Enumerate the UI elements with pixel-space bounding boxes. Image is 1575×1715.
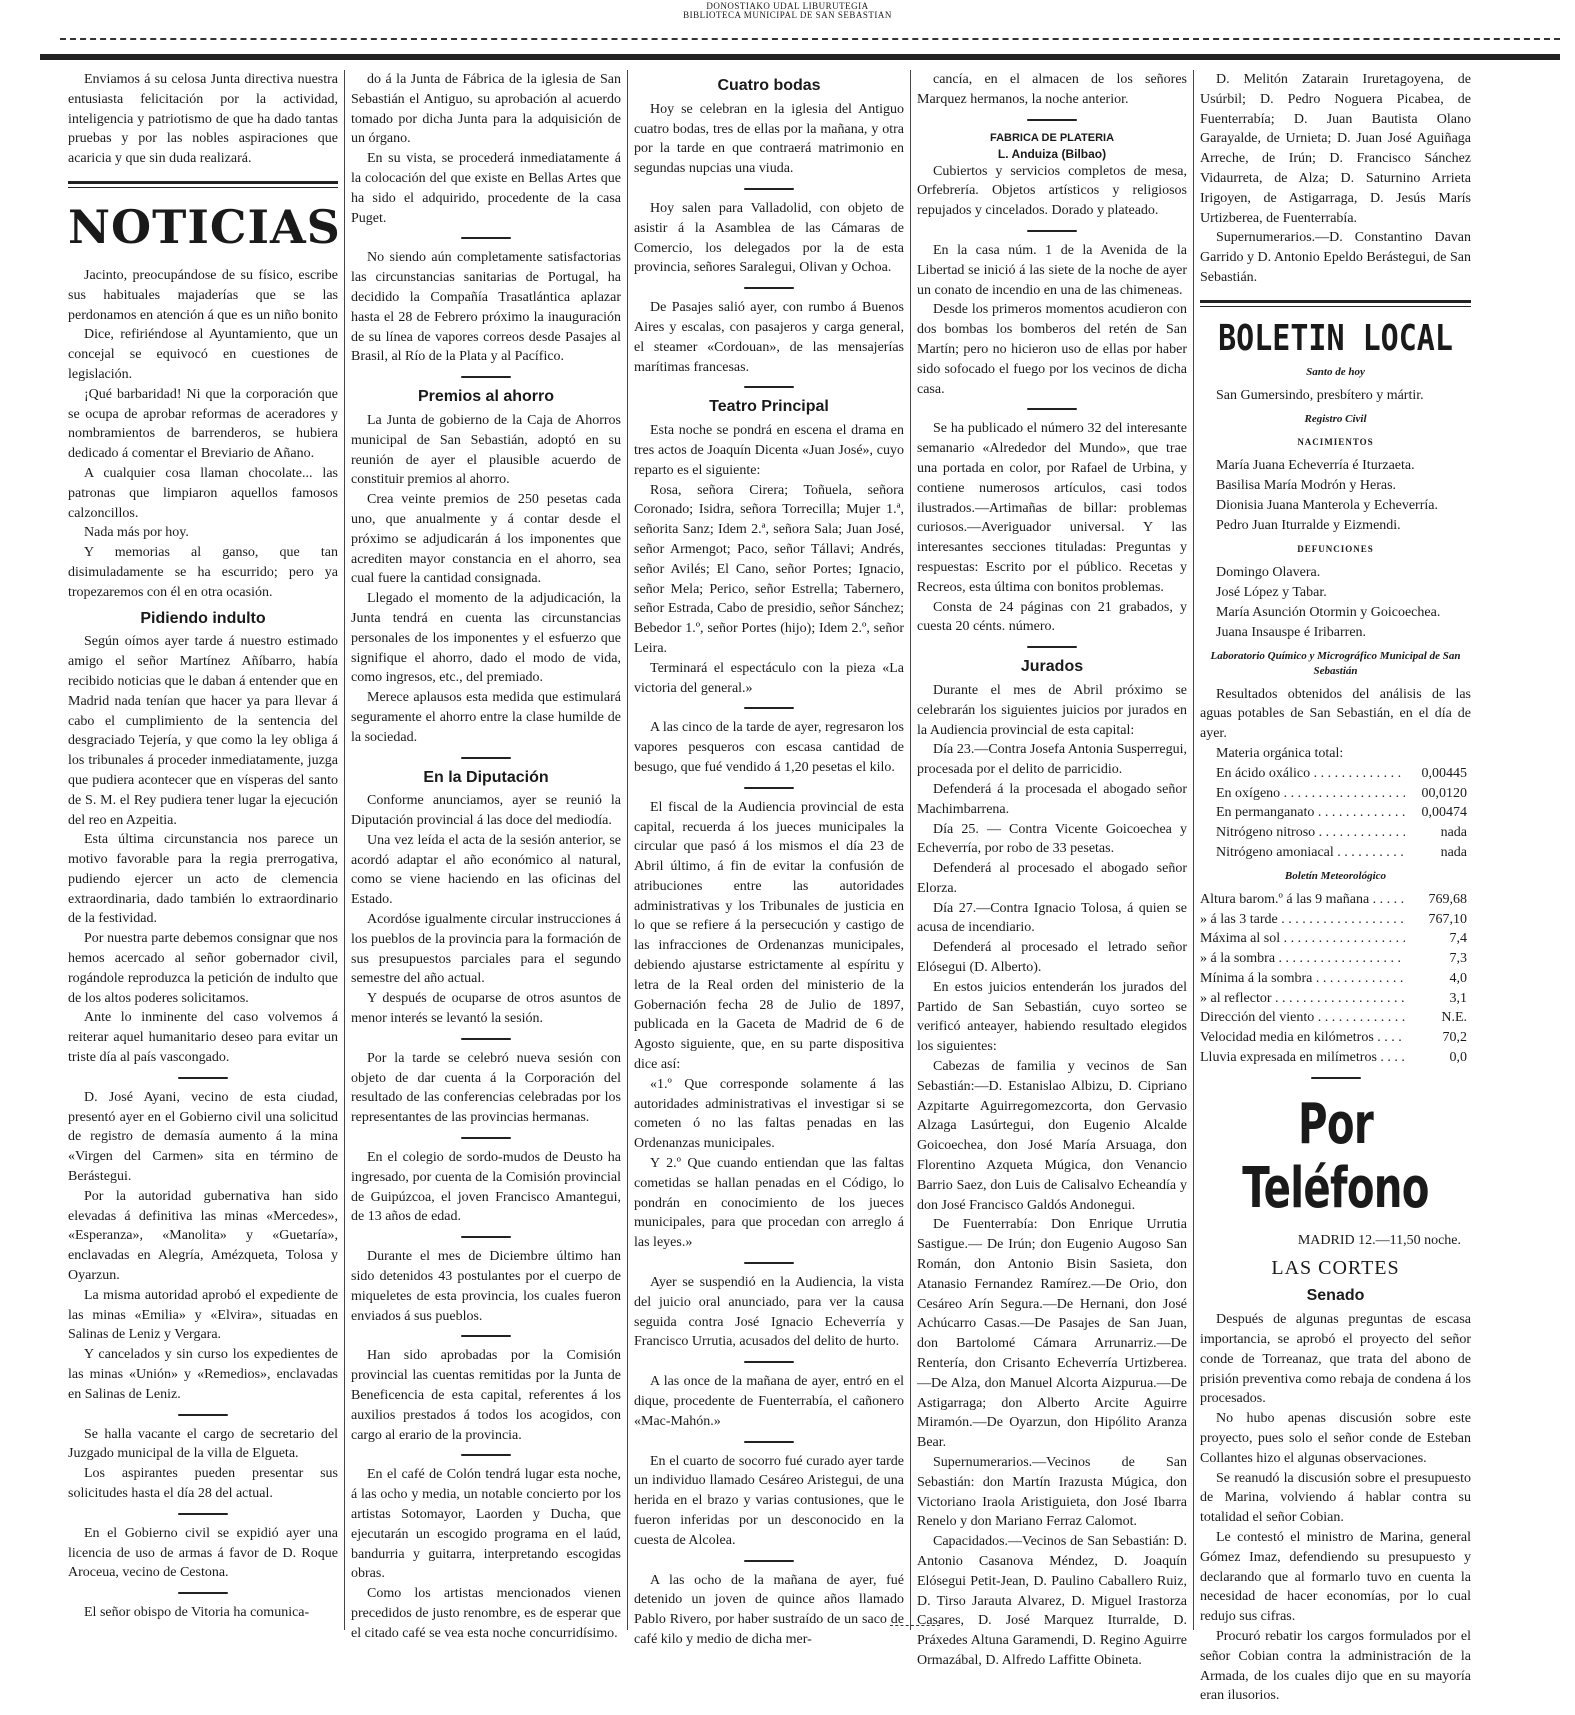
paragraph: «1.º Que corresponde solamente á las autoridades administrativas el investigar si se cometen ó no las faltas penadas en las Ordenanzas municipales. (634, 1076, 904, 1152)
paragraph: Día 23.—Contra Josefa Antonia Susperregui, procesada por el delito de parricidio. (917, 742, 1187, 778)
row-label: » á la sombra . . . (1200, 949, 1405, 969)
paragraph: ¡Qué barbaridad! Ni que la corporación que se ocupa de aprobar reformas de aceradores y nombramientos de barrenderos, se hubiera dedicado á comentar el Breviario de Añano. (68, 386, 338, 462)
paragraph: El fiscal de la Audiencia provincial de esta capital, recuerda á los jueces municipales la circular que pasó á los mismos el día 23 de Abril último, á fin de evitar la confusión de atribuciones entre las autoridades administrativas y los Tribunales de justicia en lo que se refiere á la persecución y castigo de las infracciones de Ordenanzas municipales, debiendo ajustarse estrictamente al espíritu y letra de la Real orden del ministerio de la Gobernación fecha 28 de Julio de 1897, publicada en la Gaceta de Madrid de 6 de Agosto siguiente, que, en su parte dispositiva dice así: (634, 799, 904, 1073)
paragraph: Y memorias al ganso, que tan disimuladamente se ha escurrido; pero ya tropezaremos con él en otra ocasión. (68, 545, 338, 600)
paragraph: De Fuenterrabía: Don Enrique Urrutia Sastigue.— De Irún; don Eugenio Augoso San Román, don Antonio Bisin Sasieta, don Atanasio Fernandez Ramírez.—De Orio, don Cesáreo Arín Segura.—De Hernani, don José Achúcarro Casas.—De Pasajes de San Juan, don Bartolomé Cámara Arrunarriz.—De Rentería, don Crisanto Echeverría Urtizberea.—De Alza, don Manuel Alcorta Aizpurua.—De Astigarraga; don Alberto Arcite Aguirre Miramón.—De Oyarzun, don Hipólito Aranza Bear. (917, 1217, 1187, 1451)
top-rule (40, 54, 1560, 60)
column-3 (628, 70, 911, 1647)
separator (744, 787, 794, 789)
data-row (1200, 969, 1471, 989)
paragraph: San Gumersindo, presbítero y mártir. (1216, 387, 1424, 403)
paragraph: Nada más por hoy. (84, 525, 189, 541)
paragraph: Rosa, señora Cirera; Toñuela, señora Coronado; Isidra, señora Torrecilla; Mujer 1.ª, señorita Sanz; Idem 2.ª, señora Sala; Juan José, señor Armengot; Paco, señor Tállavi; Andrés, señor Avilés; El Cano, señor Portes; Ignacio, señor Mela; Perico, señor Estrella; Tabernero, señor Estrada, Cabo de presidio, señor Sánchez; Bebedor 1.º, señor Portes (hijo); Idem 2.º, señor Leira. (634, 482, 904, 656)
row-label: Dirección del viento . . . (1200, 1008, 1405, 1028)
list-heading: NACIMIENTOS (1297, 436, 1374, 447)
subheading: Laboratorio Químico y Micrográfico Municipal de San Sebastián (1210, 649, 1461, 677)
row-value: 00,0120 (1421, 785, 1467, 801)
row-value: 0,00474 (1421, 805, 1467, 821)
paragraph: Esta noche se pondrá en escena el drama en tres actos de Joaquín Dicenta «Juan José», cuyo reparto es el siguiente: (634, 423, 904, 478)
paragraph: En su vista, se procederá inmediatamente á la colocación del que existe en Bellas Artes que ha sido el adquirido, procedente de la casa Puget. (351, 151, 621, 226)
row-label: En permanganato . . . (1216, 803, 1405, 823)
separator (178, 1077, 228, 1079)
paragraph: Esta última circunstancia nos parece un motivo favorable para la regia prerrogativa, pudiendo ejercer un acto de clemencia extraordinaria, dado también lo extraordinario de la festividad. (68, 832, 338, 927)
list-heading: DEFUNCIONES (1297, 543, 1374, 554)
list-item: Juana Insauspe é Iribarren. (1216, 624, 1367, 640)
paragraph: Día 25. — Contra Vicente Goicoechea y Echeverría, por robo de 33 pesetas. (917, 821, 1187, 857)
paragraph: Jacinto, preocupándose de su físico, escribe sus habituales majaderías que se las perdonamos en atención á que es un niño bonito (68, 267, 338, 323)
row-value: N.E. (1441, 1010, 1467, 1026)
paragraph: Por nuestra parte debemos consignar que nos hemos acercado al señor gobernador civil, rogándole reproduzca la petición de indulto que de los altos poderes solicitamos. (68, 931, 338, 1006)
paragraph: En el café de Colón tendrá lugar esta noche, á las ocho y media, un notable concierto por los artistas Sotomayor, Laorden y Ducha, que ejecutarán un escogido programa en el laúd, bandurria y guitarra, interpretando escogidas obras. (351, 1467, 621, 1582)
paragraph: Terminará el espectáculo con la pieza «La victoria del general.» (634, 660, 904, 696)
paragraph: No hubo apenas discusión sobre este proyecto, pues solo el señor conde de Esteban Collantes hizo el algunas observaciones. (1200, 1411, 1471, 1466)
data-row (1200, 843, 1471, 863)
data-row (1200, 949, 1471, 969)
paragraph: Como los artistas mencionados vienen precedidos de justo renombre, es de esperar que el citado café se vea esta noche concurridísimo. (351, 1586, 621, 1641)
paragraph: En el colegio de sordo-mudos de Deusto ha ingresado, por cuenta de la Comisión provincial de Guipúzcoa, el joven Francisco Amantegui, de 13 años de edad. (351, 1150, 621, 1225)
paragraph: Cubiertos y servicios completos de mesa, Orfebrería. Objetos artísticos y religiosos repujados y cincelados. Dorado y plateado. (917, 163, 1187, 219)
data-row (1200, 1008, 1471, 1028)
row-value: 7,4 (1449, 931, 1467, 947)
row-value: 767,10 (1428, 911, 1467, 927)
paragraph: Día 27.—Contra Ignacio Tolosa, á quien se acusa de incendiario. (917, 900, 1187, 936)
separator (744, 188, 794, 190)
paragraph: A cualquier cosa llaman chocolate... las patronas que limpiaron aquellos famosos calzoncillos. (68, 465, 338, 521)
paragraph: Y cancelados y sin curso los expedientes de las minas «Unión» y «Remedios», enclavadas en Salinas de Leniz. (68, 1347, 338, 1402)
column-1 (62, 70, 345, 1630)
row-label: Nitrógeno amoniacal . . . (1216, 843, 1405, 863)
row-label: Altura barom.º á las 9 mañana . . . (1200, 890, 1405, 910)
separator (744, 1262, 794, 1264)
section-masthead: Por Teléfono (1242, 1091, 1429, 1221)
paragraph: Acordóse igualmente circular instrucciones á los pueblos de la provincia para la formación de sus presupuestos parciales para el segundo semestre del año actual. (351, 912, 621, 987)
paragraph: Procuró rebatir los cargos formulados por el señor Cobian contra la administración de la Armada, de los cuales dijo que en su mayoría eran ilusorios. (1200, 1629, 1471, 1704)
section-heading: Pidiendo indulto (140, 609, 266, 627)
separator (461, 376, 511, 378)
list-item: Pedro Juan Iturralde y Eizmendi. (1216, 517, 1401, 533)
data-row (1200, 929, 1471, 949)
row-value: nada (1440, 825, 1467, 841)
paragraph: Le contestó el ministro de Marina, general Gómez Imaz, defendiendo su presupuesto y declarando que al formarlo tuvo en cuenta la necesidad de hacer economías, por lo cual redujo sus cifras. (1200, 1530, 1471, 1625)
paragraph: Supernumerarios.—D. Constantino Davan Garrido y D. Antonio Epeldo Berástegui, de San Sebastián. (1200, 230, 1472, 285)
paragraph: Durante el mes de Abril próximo se celebrarán los siguientes juicios por jurados en la Audiencia provincial de esta capital: (917, 682, 1187, 738)
section-masthead: BOLETIN LOCAL (1218, 317, 1453, 360)
separator (461, 1137, 511, 1139)
list-item: Materia orgánica total: (1216, 745, 1344, 761)
paragraph: Hoy salen para Valladolid, con objeto de asistir á la Asamblea de las Cámaras de Comercio, los delegados por la de esta provincia, señores Saralegui, Olivan y Ochoa. (634, 200, 904, 276)
row-value: 70,2 (1442, 1030, 1467, 1046)
bottom-dash (890, 1625, 940, 1626)
row-label: En ácido oxálico . . . (1216, 764, 1405, 784)
separator (744, 707, 794, 709)
paragraph: En el cuarto de socorro fué curado ayer tarde un individuo llamado Cesáreo Aristegui, de una herida en el brazo y varias contusiones, que le fueron inferidas por un desconocido en la cuesta de Alcolea. (634, 1453, 904, 1548)
separator (744, 1361, 794, 1363)
column-4 (911, 70, 1194, 1668)
paragraph: Se ha publicado el número 32 del interesante semanario «Alrededor del Mundo», que trae una portada en color, por Rafael de Urbina, y contiene numerosos artículos, casi todos ilustrados.—Artimañas de billar: problemas curiosos.—Averiguador universal. Y las interesantes secciones tituladas: Preguntas y respuestas: Escrito por el público. Recetas y Recreos, esta última con bonitos problemas. (917, 421, 1187, 595)
column-2 (345, 70, 628, 1641)
double-rule (1200, 300, 1471, 307)
paragraph: Después de algunas preguntas de escasa importancia, se aprobó el proyecto del señor conde de Torreanaz, que trata del abono de prisión preventiva como rebaja de condena á los procesados. (1200, 1312, 1471, 1407)
paragraph: Los aspirantes pueden presentar sus solicitudes hasta el día 28 del actual. (68, 1466, 338, 1501)
separator (1027, 408, 1077, 410)
row-value: 4,0 (1449, 970, 1467, 986)
list-item: Domingo Olavera. (1216, 565, 1321, 581)
paragraph: cancía, en el almacen de los señores Marquez hermanos, la noche anterior. (917, 72, 1187, 107)
library-header (0, 2, 1575, 20)
paragraph: Hoy se celebran en la iglesia del Antiguo cuatro bodas, tres de ellas por la mañana, y otra por la tarde en que contraerá matrimonio en segundas nupcias una viuda. (634, 101, 904, 177)
separator (461, 1335, 511, 1337)
data-row (1200, 1048, 1471, 1068)
library-name-basque: DONOSTIAKO UDAL LIBURUTEGIA (706, 1, 869, 11)
paragraph: Ante lo inminente del caso volvemos á reiterar aquel humanitario deseo para evitar un triste día al país vascongado. (68, 1010, 338, 1066)
separator (744, 386, 794, 388)
subheading: Registro Civil (1304, 412, 1367, 425)
row-value: nada (1440, 844, 1467, 860)
paragraph: Llegado el momento de la adjudicación, la Junta tendrá en cuenta las circunstancias personales de los imponentes y el esfuerzo que signifique el ahorro, dado el modo de vida, como ingresos, etc., del premiado. (351, 591, 621, 686)
separator (1027, 230, 1077, 232)
row-value: 0,0 (1449, 1050, 1467, 1066)
paragraph: A las ocho de la mañana de ayer, fué detenido un joven de quince años llamado Pablo Rivero, por haber sustraído de un saco de café kilo y medio de dicha mer- (634, 1572, 904, 1647)
paragraph: Enviamos á su celosa Junta directiva nuestra entusiasta felicitación por la actividad, inteligencia y patriotismo de que ha dado tantas pruebas y por las nobles aspiraciones que acaricia y que sin duda realizará. (68, 72, 338, 167)
paragraph: Merece aplausos esta medida que estimulará seguramente el ahorro entre la clase humilde de la sociedad. (351, 690, 621, 745)
row-label: Máxima al sol . . . (1200, 929, 1405, 949)
paragraph: Se reanudó la discusión sobre el presupuesto de Marina, volviendo á hablar contra su totalidad el señor Cobian. (1200, 1470, 1471, 1526)
row-label: Velocidad media en kilómetros . . . (1200, 1028, 1405, 1048)
separator (744, 287, 794, 289)
paragraph: En el Gobierno civil se expidió ayer una licencia de uso de armas á favor de D. Roque Aroceua, vecino de Cestona. (68, 1525, 338, 1581)
separator (461, 1236, 511, 1238)
paragraph: D. Melitón Zatarain Iruretagoyena, de Usúrbil; D. Pedro Noguera Picabea, de Fuenterrabía; D. Juan Bautista Olano Garayalde, de Urnieta; D. Juan José Aguiñaga Arreche, de Irún; D. Francisco Sánchez Vidaurreta, de Alza; D. Saturnino Arrieta Irigoyen, de Astigarraga, D. Jesús Marís Urtizberea, de Fuenterrabía. (1200, 72, 1471, 226)
paragraph: Cabezas de familia y vecinos de San Sebastián:—D. Estanislao Albizu, D. Cipriano Azpitarte Aguirregomezcorta, don Gervasio Alzaga Lasúrtegui, don Eugenio Alcalde Goicoechea, don José María Arsuaga, don Florentino Azqueta Múgica, don Venancio Barrio Saez, don Luis de Calisalvo Echeandía y don José Francisco Galdós Andonegui. (917, 1059, 1187, 1213)
list-item: Dionisia Juana Manterola y Echeverría. (1216, 497, 1438, 513)
row-value: 7,3 (1449, 951, 1467, 967)
paragraph: Supernumerarios.—Vecinos de San Sebastián: don Martín Irazusta Múgica, don Victoriano Iraola Aristiguieta, don José Ibarra Renelo y don Mariano Ferraz Calomot. (917, 1455, 1187, 1530)
section-heading: Jurados (1020, 658, 1084, 676)
paragraph: El señor obispo de Vitoria ha comunica- (84, 1605, 310, 1621)
double-rule (68, 181, 338, 188)
separator (461, 237, 511, 239)
separator (178, 1592, 228, 1594)
data-row (1200, 890, 1471, 910)
paragraph: Crea veinte premios de 250 pesetas cada uno, que anualmente y á contar desde el próximo se adjudicarán á los imponentes que acrediten mayor constancia en el ahorro, sea cual fuere la cantidad consignada. (351, 492, 621, 587)
paragraph: Durante el mes de Diciembre último han sido detenidos 43 postulantes por el cuerpo de miqueletes de esta provincia, los cuales fueron enviados á sus pueblos. (351, 1249, 621, 1324)
paragraph: Desde los primeros momentos acudieron con dos bombas los bomberos del retén de San Martín; pero no hicieron uso de ellas por haber sido sofocado el fuego por los vecinos de dicha casa. (917, 302, 1187, 397)
paragraph: D. José Ayani, vecino de esta ciudad, presentó ayer en el Gobierno civil una solicitud de registro de demasía aumento á la mina «Virgen del Carmen» sita en término de Berástegui. (68, 1089, 338, 1185)
ad-subtitle: L. Anduiza (Bilbao) (997, 146, 1107, 161)
separator (1311, 1077, 1361, 1079)
section-heading: Teatro Principal (709, 398, 829, 416)
column-5 (1194, 70, 1477, 1704)
section-heading: Cuatro bodas (717, 77, 821, 94)
row-label: Lluvia expresada en milímetros . . . (1200, 1048, 1405, 1068)
top-dashed-rule (60, 38, 1560, 44)
paragraph: Y después de ocuparse de otros asuntos de menor interés se levantó la sesión. (351, 991, 621, 1027)
section-heading: En la Diputación (423, 768, 549, 786)
list-item: María Juana Echeverría é Iturzaeta. (1216, 458, 1415, 474)
data-row (1200, 764, 1471, 784)
paragraph: Por la tarde se celebró nueva sesión con objeto de dar cuenta á la Corporación del resultado de las conferencias celebradas por los representantes de las provincias hermanas. (351, 1050, 621, 1126)
paragraph: do á la Junta de Fábrica de la iglesia de San Sebastián el Antiguo, su aprobación al acuerdo tomado por dicha Junta para la adquisición de un órgano. (351, 72, 621, 147)
row-value: 0,00445 (1421, 765, 1467, 781)
data-row (1200, 910, 1471, 930)
list-item: Basilisa María Modrón y Heras. (1216, 478, 1397, 494)
paragraph: No siendo aún completamente satisfactorias las circunstancias sanitarias de Portugal, ha decidido la Compañía Trasatlántica aplazar hasta el 28 de Febrero próximo la inauguración de su línea de vapores correos desde Pasajes al Brasil, al Río de la Plata y al Pacífico. (351, 250, 621, 365)
paragraph: Una vez leída el acta de la sesión anterior, se acordó adaptar el año económico al natural, como se viene haciendo en las oficinas del Estado. (351, 832, 621, 908)
row-label: » al reflector . . . (1200, 989, 1405, 1009)
row-label: En oxígeno . . . (1216, 784, 1405, 804)
paragraph: A las cinco de la tarde de ayer, regresaron los vapores pesqueros con escasa cantidad de besugo, que fué vendido á 1,20 pesetas el kilo. (634, 720, 904, 775)
list-item: José López y Tabar. (1216, 585, 1327, 601)
paragraph: Defenderá al procesado el letrado señor Elósegui (D. Alberto). (917, 940, 1187, 976)
data-row (1200, 803, 1471, 823)
paragraph: Consta de 24 páginas con 21 grabados, y cuesta 20 cénts. número. (917, 599, 1187, 635)
separator (1027, 119, 1077, 121)
paragraph: Defenderá á la procesada el abogado señor Machimbarrena. (917, 781, 1187, 817)
section-heading: Premios al ahorro (417, 388, 555, 406)
paragraph: A las once de la mañana de ayer, entró en el dique, procedente de Fuenterrabía, el cañonero «Mac-Mahón.» (634, 1374, 904, 1429)
paragraph: Y 2.º Que cuando entiendan que las faltas cometidas se hallan penadas en el Código, lo pondrán en conocimiento de los jueces municipales, para que procedan con arreglo á las leyes.» (634, 1156, 904, 1251)
row-value: 769,68 (1428, 891, 1467, 907)
paragraph: Se halla vacante el cargo de secretario del Juzgado municipal de la villa de Elgueta. (68, 1426, 338, 1462)
row-label: » á las 3 tarde . . . (1200, 910, 1405, 930)
ad-title: FABRICA DE PLATERIA (989, 131, 1115, 144)
paragraph: Según oímos ayer tarde á nuestro estimado amigo el señor Martínez Añíbarro, había recibido noticias que le daban á entender que en Madrid nada tenían que hacer ya para llevar á cabo el cumplimiento de la sentencia del desgraciado Tejería, y que como la ley obliga á los tribunales á proceder inmediatamente, juzga que pudiera acontecer que en vísperas del santo de S. M. el Rey pudiera tener lugar la ejecución del reo en Azpeitia. (68, 634, 338, 828)
paragraph: Resultados obtenidos del análisis de las aguas potables de San Sebastián, en el día de ayer. (1200, 686, 1471, 742)
paragraph: La misma autoridad aprobó el expediente de las minas «Emilia» y «Elvira», situadas en Salinas de Leniz y Vergara. (68, 1287, 338, 1343)
data-row (1200, 1028, 1471, 1048)
paragraph: En estos juicios entenderán los jurados del Partido de San Sebastián, cuyo sorteo se verificó anteayer, habiendo resultado elegidos los siguientes: (917, 979, 1187, 1055)
paragraph: Ayer se suspendió en la Audiencia, la vista del juicio oral anunciado, para ver la causa seguida contra José Ignacio Echeverría y Francisco Urrutia, acusados del delito de hurto. (634, 1275, 904, 1350)
row-value: 3,1 (1449, 990, 1467, 1006)
row-label: Nitrógeno nitroso . . . (1216, 823, 1405, 843)
separator (744, 1560, 794, 1562)
library-name-spanish: BIBLIOTECA MUNICIPAL DE SAN SEBASTIAN (683, 10, 892, 20)
separator (1027, 646, 1077, 648)
section-title: LAS CORTES (1271, 1256, 1400, 1279)
paragraph: Defenderá al procesado el abogado señor Elorza. (917, 861, 1187, 896)
separator (178, 1513, 228, 1515)
separator (461, 1454, 511, 1456)
paragraph: Conforme anunciamos, ayer se reunió la Diputación provincial á las doce del mediodía. (351, 793, 621, 829)
subheading: Santo de hoy (1306, 365, 1365, 378)
paragraph: La Junta de gobierno de la Caja de Ahorros municipal de San Sebastián, adoptó en su reunión de ayer el plausible acuerdo de constituir premios al ahorro. (351, 412, 621, 488)
dateline: MADRID 12.—11,50 noche. (1297, 1232, 1461, 1248)
row-label: Mínima á la sombra . . . (1200, 969, 1405, 989)
data-row (1200, 823, 1471, 843)
separator (178, 1414, 228, 1416)
separator (744, 1441, 794, 1443)
paragraph: De Pasajes salió ayer, con rumbo á Buenos Aires y escalas, con pasajeros y carga general, el steamer «Cordouan», de las mensajerías marítimas francesas. (634, 300, 904, 375)
paragraph: Capacidados.—Vecinos de San Sebastián: D. Antonio Casanova Méndez, D. Joaquín Elósegui Petit-Jean, D. Paulino Caballero Ruiz, D. Tirso Jarauta Alvarez, D. Miguel Irastorza Casares, D. José Marquez Iturralde, D. Práxedes Altuna Garamendi, D. Regino Aguirre Ormazábal, D. Alfredo Laffitte Obineta. (917, 1534, 1187, 1668)
paragraph: Han sido aprobadas por la Comisión provincial las cuentas remitidas por la Junta de Beneficencia de esta capital, referentes á los auxilios prestados á todos los acogidos, con cargo al erario de la provincia. (351, 1348, 621, 1443)
separator (461, 757, 511, 759)
subheading: Boletín Meteorológico (1284, 869, 1387, 882)
separator (461, 1038, 511, 1040)
paragraph: Dice, refiriéndose al Ayuntamiento, que un concejal se equivocó en cuestiones de legislación. (68, 327, 338, 382)
paragraph: Por la autoridad gubernativa han sido elevadas á definitiva las minas «Mercedes», «Esperanza», «Manolita» y «Guetaría», enclavadas en Alegría, Amézqueta, Tolosa y Oyarzun. (68, 1188, 338, 1284)
newspaper-columns (62, 70, 1532, 1704)
section-masthead: NOTICIAS (68, 199, 341, 254)
paragraph: En la casa núm. 1 de la Avenida de la Libertad se inició á las siete de la noche de ayer un conato de incendio en una de las chimeneas. (917, 242, 1187, 298)
section-heading: Senado (1306, 1287, 1365, 1305)
list-item: María Asunción Otormin y Goicoechea. (1216, 604, 1441, 620)
data-row (1200, 989, 1471, 1009)
data-row (1200, 784, 1471, 804)
